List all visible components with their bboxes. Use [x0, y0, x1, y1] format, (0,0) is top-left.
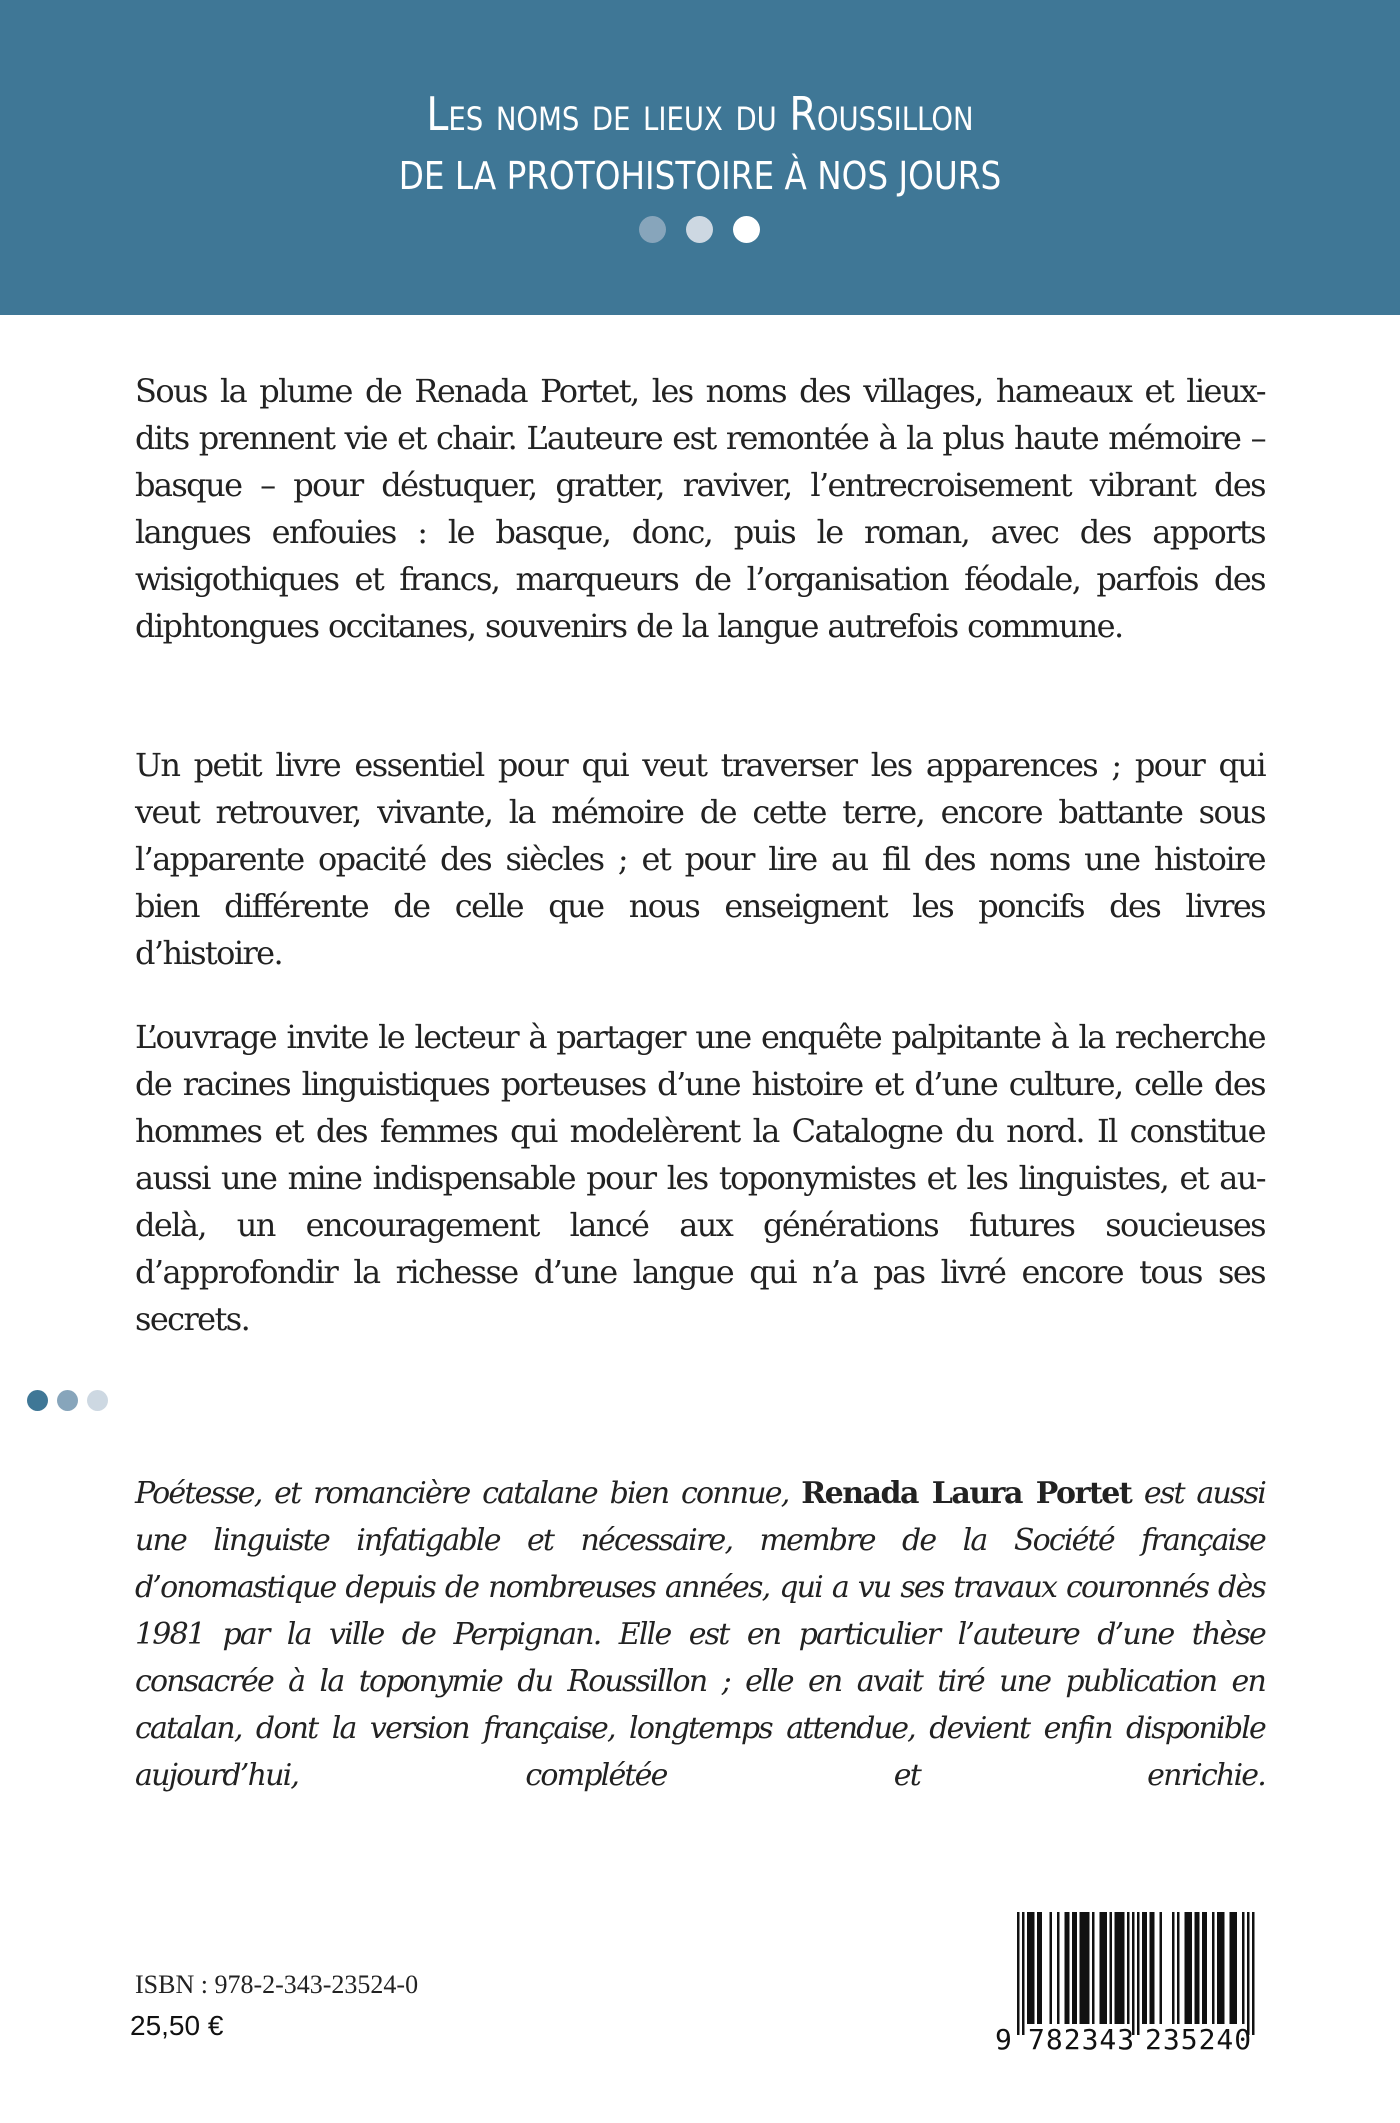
barcode-bar: [1142, 1912, 1145, 2024]
barcode-guard-bar: [1247, 1912, 1250, 2035]
barcode-bar: [1172, 1912, 1175, 2024]
barcode-bar: [1050, 1912, 1053, 2024]
section-dots-ornament: [27, 1390, 108, 1411]
barcode-bar: [1102, 1912, 1105, 2024]
description-paragraph-2: [135, 742, 1265, 977]
barcode-bar: [1092, 1912, 1095, 2024]
barcode-bar: [1220, 1912, 1223, 2024]
author-name: Renada Laura Portet: [801, 1476, 1132, 1511]
barcode-left-group: 782343: [1028, 2023, 1136, 2056]
barcode-bar: [1205, 1912, 1208, 2024]
barcode: [995, 1905, 1265, 2065]
bio-rest: est aussi une linguiste infatigable et nécessaire, membre de la Société française d’onomastique depuis de nombreuses années, qui a vu ses travaux couronnés dès 1981 par la ville de Perpignan. Elle est en particulier l’auteure d’une thèse consacrée à la toponymie du Roussillon ; elle en avait tiré une publication en catalan, dont la version française, longtemps attendue, devient enfin disponible aujourd’hui, complétée et enrichie.: [135, 1476, 1265, 1793]
description-paragraph-3: [135, 1014, 1265, 1343]
header-dots-ornament: [639, 216, 760, 243]
barcode-bar: [1072, 1912, 1075, 2024]
barcode-bar: [1122, 1912, 1125, 2024]
barcode-digits: [995, 2023, 1265, 2059]
barcode-bar: [1027, 1912, 1030, 2024]
barcode-first-digit: 9: [995, 2023, 1012, 2056]
barcode-bar: [1195, 1912, 1198, 2024]
barcode-bar: [1105, 1912, 1108, 2024]
barcode-bar: [1235, 1912, 1238, 2024]
dot-icon: [639, 216, 666, 243]
dot-icon: [87, 1390, 108, 1411]
barcode-bar: [1037, 1912, 1040, 2024]
title-line-1: Les noms de lieux du Roussillon: [426, 86, 974, 141]
barcode-guard-bar: [1017, 1912, 1020, 2035]
book-title: [98, 83, 1302, 207]
barcode-bar: [1040, 1912, 1043, 2024]
title-line-2: DE LA PROTOHISTOIRE À NOS JOURS: [398, 153, 1002, 198]
barcode-right-group: 235240: [1145, 2023, 1253, 2056]
barcode-bar: [1152, 1912, 1155, 2024]
paragraph-text: L’ouvrage invite le lecteur à partager une enquête palpitante à la recherche de racines linguistiques porteuses d’une histoire et d’une culture, celle des hommes et des femmes qui modelèrent la Catalogne du nord. Il constitue aussi une mine indispensable pour les toponymistes et les linguistes, et au-delà, un encouragement lancé aux générations futures soucieuses d’approfondir la richesse d’une langue qui n’a pas livré encore tous ses secrets.: [135, 1018, 1265, 1338]
author-bio: [135, 1470, 1265, 1799]
barcode-bar: [1120, 1912, 1123, 2024]
barcode-bar: [1145, 1912, 1148, 2024]
bio-intro: Poétesse, et romancière catalane bien connue,: [135, 1476, 802, 1511]
barcode-bar: [1100, 1912, 1103, 2024]
dot-icon: [57, 1390, 78, 1411]
barcode-bar: [1190, 1912, 1193, 2024]
barcode-bar: [1030, 1912, 1033, 2024]
barcode-bar: [1212, 1912, 1215, 2024]
barcode-bar: [1202, 1912, 1205, 2024]
price: 25,50 €: [130, 2010, 224, 2041]
barcode-bar: [1230, 1912, 1233, 2024]
barcode-bar: [1150, 1912, 1153, 2024]
barcode-bar: [1080, 1912, 1083, 2024]
barcode-bar: [1110, 1912, 1113, 2024]
barcode-guard-bar: [1132, 1912, 1135, 2035]
barcode-bar: [1187, 1912, 1190, 2024]
dot-icon: [27, 1390, 48, 1411]
barcode-bar: [1117, 1912, 1120, 2024]
barcode-bars: [995, 1905, 1265, 2035]
barcode-bar: [1160, 1912, 1163, 2024]
barcode-bar: [1127, 1912, 1130, 2024]
barcode-guard-bar: [1252, 1912, 1255, 2035]
description-paragraph-1: [135, 368, 1265, 650]
barcode-bar: [1197, 1912, 1200, 2024]
barcode-bar: [1075, 1912, 1078, 2024]
barcode-bar: [1222, 1912, 1225, 2024]
cover-header: [0, 0, 1400, 315]
barcode-bar: [1065, 1912, 1068, 2024]
barcode-bar: [1032, 1912, 1035, 2024]
barcode-bar: [1087, 1912, 1090, 2024]
barcode-bar: [1057, 1912, 1060, 2024]
barcode-bar: [1115, 1912, 1118, 2024]
barcode-bar: [1242, 1912, 1245, 2024]
barcode-bar: [1232, 1912, 1235, 2024]
paragraph-text: Un petit livre essentiel pour qui veut traverser les apparences ; pour qui veut retrouver, vivante, la mémoire de cette terre, encore battante sous l’apparente opacité des siècles ; et pour lire au fil des noms une histoire bien différente de celle que nous enseignent les poncifs des livres d’histoire.: [135, 746, 1265, 972]
barcode-bar: [1217, 1912, 1220, 2024]
barcode-bar: [1067, 1912, 1070, 2024]
barcode-bar: [1177, 1912, 1180, 2024]
isbn: ISBN : 978-2-343-23524-0: [135, 1970, 419, 1999]
barcode-bar: [1082, 1912, 1085, 2024]
dot-icon: [733, 216, 760, 243]
dot-icon: [686, 216, 713, 243]
barcode-guard-bar: [1137, 1912, 1140, 2035]
barcode-bar: [1085, 1912, 1088, 2024]
barcode-bar: [1185, 1912, 1188, 2024]
paragraph-text: Sous la plume de Renada Portet, les noms des villages, hameaux et lieux-dits prennent vie et chair. L’auteure est remontée à la plus haute mémoire – basque – pour déstuquer, gratter, raviver, l’entrecroisement vibrant des langues enfouies : le basque, donc, puis le roman, avec des apports wisigothiques et francs, marqueurs de l’organisation féodale, parfois des diphtongues occitanes, souvenirs de la langue autrefois commune.: [135, 372, 1265, 645]
barcode-guard-bar: [1022, 1912, 1025, 2035]
